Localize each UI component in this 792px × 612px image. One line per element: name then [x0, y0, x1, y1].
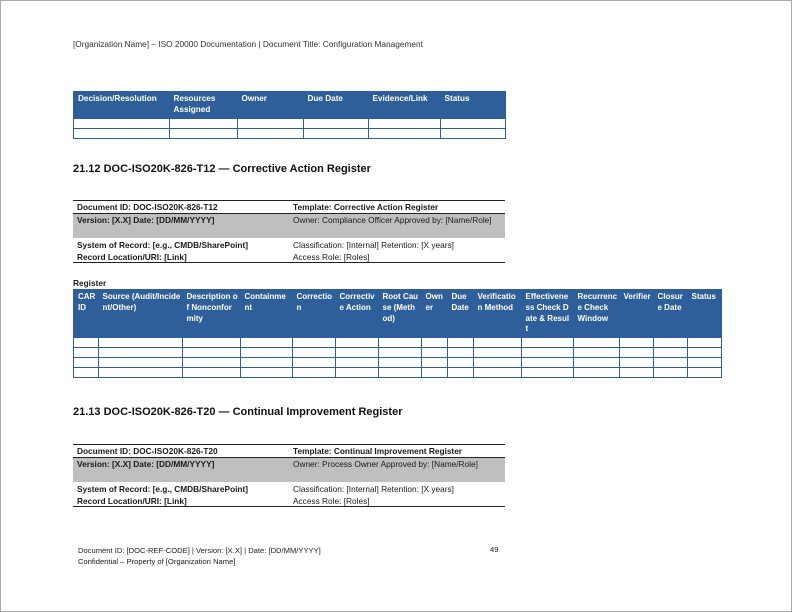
col-evidence: Evidence/Link [369, 92, 441, 119]
table-cell[interactable] [336, 338, 379, 348]
table-cell[interactable] [99, 368, 183, 378]
table-cell[interactable] [654, 338, 688, 348]
table-row [74, 119, 506, 129]
table-cell[interactable] [336, 368, 379, 378]
system-of-record: System of Record: [e.g., CMDB/SharePoint] [77, 484, 249, 494]
table-cell[interactable] [379, 348, 422, 358]
table-cell[interactable] [304, 119, 369, 129]
col-due-date: Due Date [304, 92, 369, 119]
table-cell[interactable] [474, 368, 522, 378]
table-cell[interactable] [74, 338, 99, 348]
doc-id: Document ID: DOC-ISO20K-826-T12 [77, 202, 218, 212]
table-cell[interactable] [422, 368, 448, 378]
doc-id: Document ID: DOC-ISO20K-826-T20 [77, 446, 218, 456]
col-correction: Correction [293, 290, 336, 338]
template-name: Template: Corrective Action Register [293, 202, 439, 212]
decision-table [73, 91, 506, 139]
table-cell[interactable] [522, 348, 574, 358]
table-cell[interactable] [688, 368, 722, 378]
table-cell[interactable] [379, 368, 422, 378]
table-cell[interactable] [293, 338, 336, 348]
classification: Classification: [Internal] Retention: [X years] [293, 484, 454, 494]
table-cell[interactable] [293, 358, 336, 368]
record-location: Record Location/URI: [Link] [77, 252, 187, 262]
table-cell[interactable] [74, 119, 170, 129]
record-location: Record Location/URI: [Link] [77, 496, 187, 506]
col-effectiveness-check: Effectiveness Check Date & Result [522, 290, 574, 338]
col-owner: Owner [238, 92, 304, 119]
col-recurrence-window: Recurrence Check Window [574, 290, 620, 338]
table-cell[interactable] [441, 129, 506, 139]
table-cell[interactable] [422, 338, 448, 348]
table-cell[interactable] [688, 338, 722, 348]
table-cell[interactable] [74, 358, 99, 368]
table-cell[interactable] [74, 129, 170, 139]
table-cell[interactable] [620, 338, 654, 348]
col-description: Description of Nonconformity [183, 290, 241, 338]
access-role: Access Role: [Roles] [293, 252, 370, 262]
version-date: Version: [X.X] Date: [DD/MM/YYYY] [77, 215, 215, 225]
corrective-action-register-table [73, 289, 722, 378]
table-cell[interactable] [654, 358, 688, 368]
table-cell[interactable] [99, 338, 183, 348]
col-verification-method: Verification Method [474, 290, 522, 338]
col-status: Status [688, 290, 722, 338]
page-footer [78, 545, 321, 567]
section-title-t20: 21.13 DOC-ISO20K-826-T20 — Continual Improvement Register [73, 406, 403, 418]
table-cell[interactable] [448, 338, 474, 348]
table-cell[interactable] [522, 368, 574, 378]
table-cell[interactable] [238, 119, 304, 129]
table-cell[interactable] [688, 348, 722, 358]
col-status: Status [441, 92, 506, 119]
owner-approval: Owner: Process Owner Approved by: [Name/Role] [293, 459, 478, 469]
page-number: 49 [490, 545, 499, 554]
table-row [74, 368, 722, 378]
table-cell[interactable] [422, 358, 448, 368]
classification: Classification: [Internal] Retention: [X years] [293, 240, 454, 250]
table-row [74, 348, 722, 358]
table-cell[interactable] [654, 368, 688, 378]
col-due-date: Due Date [448, 290, 474, 338]
col-decision: Decision/Resolution [74, 92, 170, 119]
table-cell[interactable] [170, 119, 238, 129]
table-cell[interactable] [241, 338, 293, 348]
table-cell[interactable] [574, 358, 620, 368]
table-cell[interactable] [448, 348, 474, 358]
table-cell[interactable] [183, 368, 241, 378]
table-cell[interactable] [183, 338, 241, 348]
table-cell[interactable] [336, 358, 379, 368]
table-cell[interactable] [74, 368, 99, 378]
table-cell[interactable] [293, 348, 336, 358]
table-cell[interactable] [369, 129, 441, 139]
system-of-record: System of Record: [e.g., CMDB/SharePoint] [77, 240, 249, 250]
table-cell[interactable] [448, 358, 474, 368]
table-cell[interactable] [474, 358, 522, 368]
version-date: Version: [X.X] Date: [DD/MM/YYYY] [77, 459, 215, 469]
owner-approval: Owner: Compliance Officer Approved by: [Name/Role] [293, 215, 492, 225]
table-cell[interactable] [99, 358, 183, 368]
table-cell[interactable] [241, 368, 293, 378]
table-cell[interactable] [620, 348, 654, 358]
table-cell[interactable] [379, 338, 422, 348]
template-name: Template: Continual Improvement Register [293, 446, 463, 456]
table-cell[interactable] [293, 368, 336, 378]
table-cell[interactable] [474, 338, 522, 348]
table-cell[interactable] [99, 348, 183, 358]
register-header [74, 290, 722, 338]
register-label: Register [73, 278, 107, 288]
table-cell[interactable] [241, 348, 293, 358]
table-cell[interactable] [74, 348, 99, 358]
table-cell[interactable] [522, 358, 574, 368]
table-cell[interactable] [620, 368, 654, 378]
col-source: Source (Audit/Incident/Other) [99, 290, 183, 338]
table-cell[interactable] [654, 348, 688, 358]
table-cell[interactable] [688, 358, 722, 368]
col-containment: Containment [241, 290, 293, 338]
footer-confidential: Confidential – Property of [Organization Name] [78, 557, 236, 566]
table-cell[interactable] [422, 348, 448, 358]
col-root-cause: Root Cause (Method) [379, 290, 422, 338]
page-header: [Organization Name] – ISO 20000 Documentation | Document Title: Configuration Management [73, 39, 423, 49]
table-cell[interactable] [379, 358, 422, 368]
table-cell[interactable] [574, 348, 620, 358]
col-closure-date: Closure Date [654, 290, 688, 338]
table-cell[interactable] [238, 129, 304, 139]
footer-doc-info: Document ID: [DOC-REF-CODE] | Version: [X.X] | Date: [DD/MM/YYYY] [78, 546, 321, 555]
table-cell[interactable] [369, 119, 441, 129]
table-cell[interactable] [448, 368, 474, 378]
col-car-id: CAR ID [74, 290, 99, 338]
metadata-block-t20 [73, 444, 505, 507]
decision-table-header [74, 92, 506, 119]
table-row [74, 358, 722, 368]
table-cell[interactable] [474, 348, 522, 358]
table-row [74, 338, 722, 348]
table-row [74, 129, 506, 139]
table-cell[interactable] [183, 348, 241, 358]
table-cell[interactable] [574, 338, 620, 348]
access-role: Access Role: [Roles] [293, 496, 370, 506]
col-owner: Owner [422, 290, 448, 338]
table-cell[interactable] [183, 358, 241, 368]
table-cell[interactable] [241, 358, 293, 368]
table-cell[interactable] [574, 368, 620, 378]
col-resources: Resources Assigned [170, 92, 238, 119]
table-cell[interactable] [522, 338, 574, 348]
metadata-block-t12 [73, 200, 505, 263]
col-corrective-action: Corrective Action [336, 290, 379, 338]
table-cell[interactable] [170, 129, 238, 139]
table-cell[interactable] [441, 119, 506, 129]
table-cell[interactable] [304, 129, 369, 139]
section-title-t12: 21.12 DOC-ISO20K-826-T12 — Corrective Action Register [73, 163, 371, 175]
table-cell[interactable] [620, 358, 654, 368]
table-cell[interactable] [336, 348, 379, 358]
col-verifier: Verifier [620, 290, 654, 338]
